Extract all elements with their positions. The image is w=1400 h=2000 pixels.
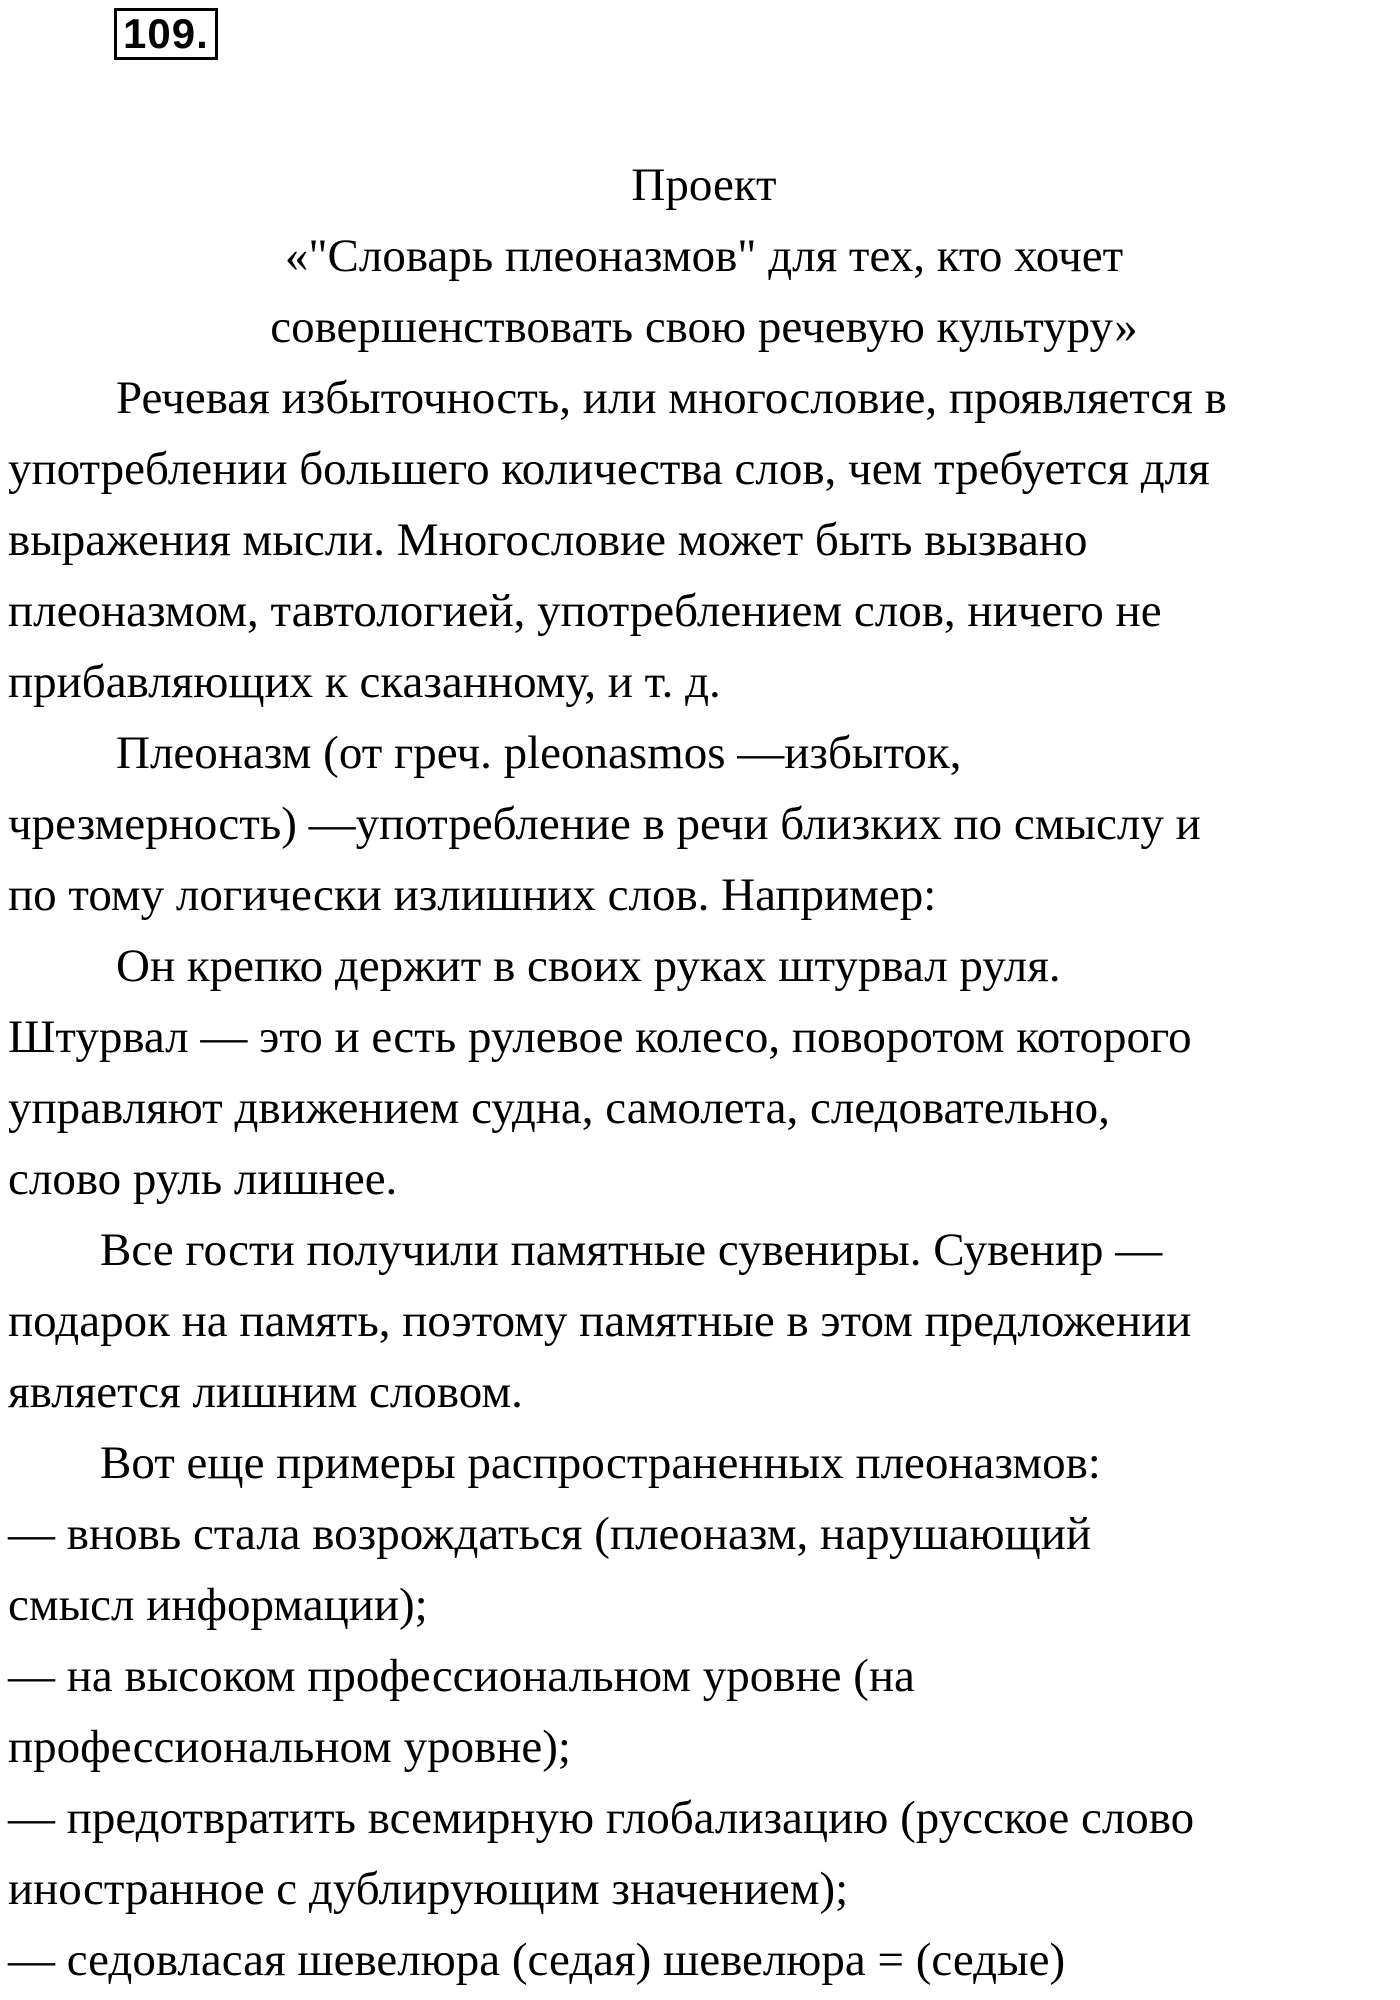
project-title-line-1: «"Словарь плеоназмов" для тех, кто хочет [284, 230, 1124, 282]
list-item-line: — седовласая шевелюра (седая) шевелюра = (седые) [8, 1934, 1066, 1986]
list-item-line: — на высоком профессиональном уровне (на [8, 1650, 915, 1702]
paragraph-line: по тому логически излишних слов. Например: [8, 869, 937, 921]
paragraph-line: чрезмерность) —употребление в речи близких по смыслу и [8, 798, 1201, 850]
project-heading: Проект [631, 159, 777, 211]
paragraph-line: употреблении большего количества слов, чем требуется для [8, 443, 1210, 495]
paragraph-line: слово руль лишнее. [8, 1153, 398, 1205]
document-content [8, 150, 1400, 1996]
body-text [8, 363, 1400, 1996]
paragraph-line: является лишним словом. [8, 1366, 523, 1418]
project-title-line-2: совершенствовать свою речевую культуру» [270, 301, 1138, 353]
project-title-block [8, 150, 1400, 363]
paragraph-line: управляют движением судна, самолета, следовательно, [8, 1082, 1110, 1134]
task-number-box: 109. [114, 8, 218, 60]
paragraph-line: Он крепко держит в своих руках штурвал руля. [116, 940, 1061, 992]
paragraph-line: подарок на память, поэтому памятные в этом предложении [8, 1295, 1192, 1347]
list-item-line: — вновь стала возрождаться (плеоназм, нарушающий [8, 1508, 1092, 1560]
paragraph-line: Вот еще примеры распространенных плеоназмов: [100, 1437, 1101, 1489]
list-item-line: смысл информации); [8, 1579, 428, 1631]
paragraph-line: Все гости получили памятные сувениры. Сувенир — [100, 1224, 1163, 1276]
paragraph-line: выражения мысли. Многословие может быть вызвано [8, 514, 1088, 566]
list-item-line: профессиональном уровне); [8, 1721, 571, 1773]
paragraph-line: Речевая избыточность, или многословие, проявляется в [116, 372, 1227, 424]
list-item-line: — предотвратить всемирную глобализацию (русское слово [8, 1792, 1195, 1844]
paragraph-line: Плеоназм (от греч. pleonasmos —избыток, [116, 727, 962, 779]
paragraph-line: Штурвал — это и есть рулевое колесо, поворотом которого [8, 1011, 1192, 1063]
paragraph-line: плеоназмом, тавтологией, употреблением слов, ничего не [8, 585, 1162, 637]
paragraph-line: прибавляющих к сказанному, и т. д. [8, 656, 721, 708]
list-item-line: иностранное с дублирующим значением); [8, 1863, 849, 1915]
